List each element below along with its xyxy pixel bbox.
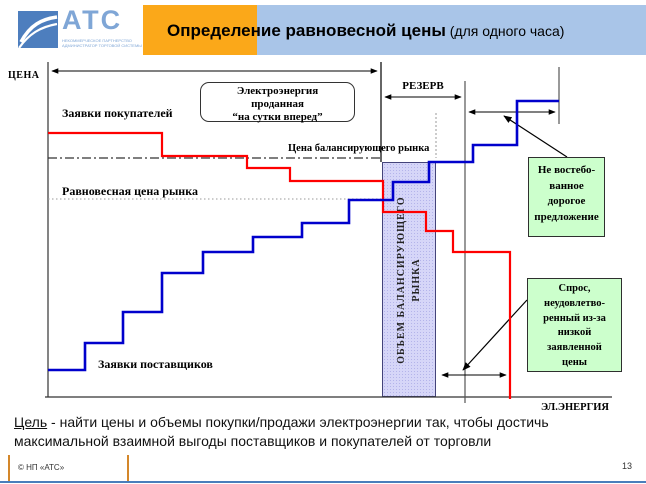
y-axis-label: ЦЕНА xyxy=(8,70,40,81)
footer-bottom-rule xyxy=(0,481,646,483)
equilibrium-price-label: Равновесная цена рынка xyxy=(62,184,198,198)
page-title-main: Определение равновесной цены xyxy=(167,21,446,40)
balancing-price-label: Цена балансирующего рынка xyxy=(288,143,430,154)
logo-subtitle-line1: НЕКОММЕРЧЕСКОЕ ПАРТНЕРСТВО xyxy=(62,38,132,43)
footer-accent-bar-right xyxy=(127,455,129,482)
page-title xyxy=(167,21,564,41)
unused-supply-callout-box: Не востебо- ванное дорогое предложение xyxy=(528,157,605,237)
page-title-suffix: (для одного часа) xyxy=(445,23,565,39)
footer-accent-bar-left xyxy=(8,455,10,482)
balancing-volume-band xyxy=(382,162,436,397)
buyers-bids-label: Заявки покупателей xyxy=(62,106,173,120)
footer-copyright: © НП «АТС» xyxy=(18,463,65,472)
suppliers-bids-label: Заявки поставщиков xyxy=(98,357,213,371)
goal-text-line2: максимальной взаимной выгоды поставщиков и покупателей от торговли xyxy=(14,433,492,449)
page-number: 13 xyxy=(621,461,632,471)
supply-callout-arrow xyxy=(504,116,567,157)
balancing-volume-label: ОБЪЕМ БАЛАНСИРУЮЩЕГО РЫНКА xyxy=(396,195,422,364)
supply-curve xyxy=(48,101,559,370)
day-ahead-callout-box: Электроэнергия проданная “на сутки вперед” xyxy=(200,82,355,122)
x-axis-label: ЭЛ.ЭНЕРГИЯ xyxy=(540,402,609,413)
unsatisfied-demand-callout-box: Спрос, неудовлетво- ренный из-за низкой заявленной цены xyxy=(527,278,622,372)
goal-keyword: Цель xyxy=(14,414,48,430)
goal-text-line1: Цель - найти цены и объемы покупки/продажи электроэнергии так, чтобы достичь xyxy=(14,414,549,430)
demand-callout-arrow xyxy=(463,300,527,370)
atc-logo xyxy=(18,5,142,51)
reserve-label: РЕЗЕРВ xyxy=(402,80,444,92)
logo-lightning-icon xyxy=(18,11,58,49)
logo-acronym: АТС xyxy=(62,5,123,35)
logo-subtitle-line2: АДМИНИСТРАТОР ТОРГОВОЙ СИСТЕМЫ xyxy=(62,43,142,48)
